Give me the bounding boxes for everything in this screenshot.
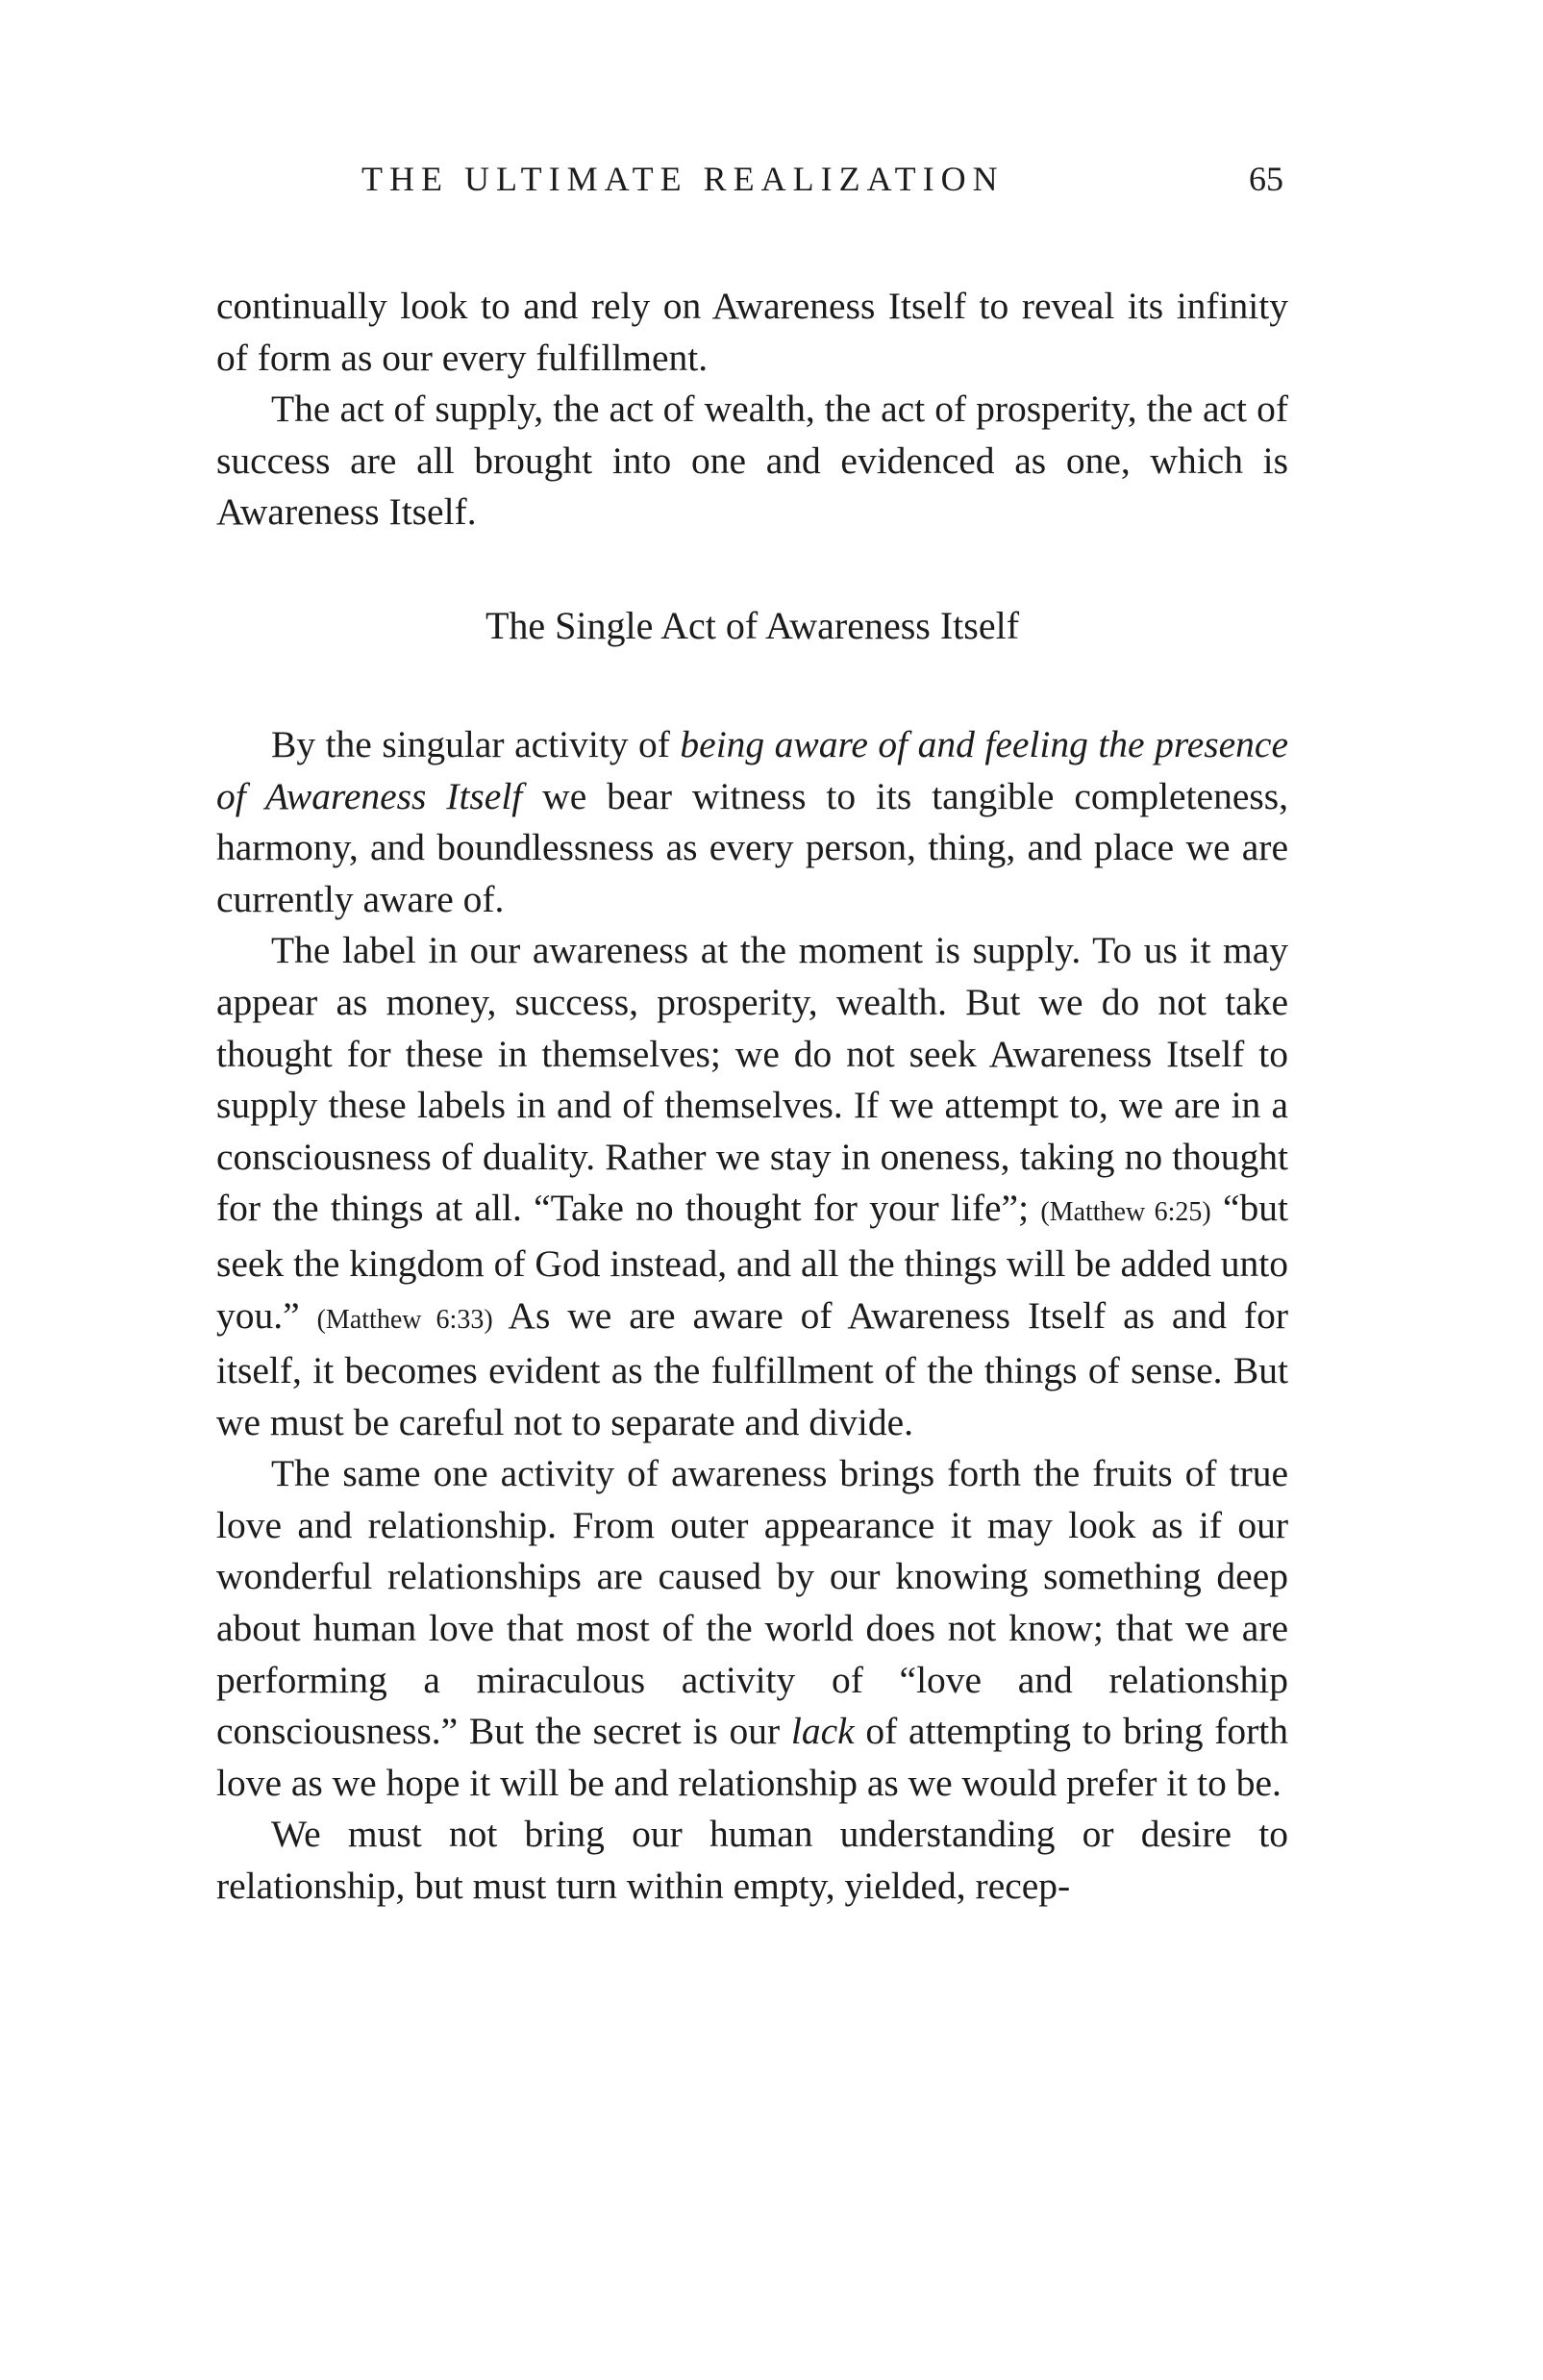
- paragraph-text: By the singular activity of: [271, 722, 681, 765]
- running-header-title: THE ULTIMATE REALIZATION: [361, 160, 1005, 198]
- section-heading: The Single Act of Awareness Itself: [485, 603, 1020, 647]
- paragraph: [216, 1448, 1288, 1809]
- page-number: 65: [1249, 160, 1283, 198]
- paragraph-text: As we are aware of Awareness Itself as and for itself, it becomes evident as the fulfillment of the things of sense. But we must be careful not to separate and divide.: [216, 1293, 1288, 1443]
- scripture-citation: (Matthew 6:33): [316, 1304, 493, 1335]
- paragraph: [216, 384, 1288, 539]
- paragraph: [216, 1809, 1288, 1912]
- paragraph-text: The same one activity of awareness brings forth the fruits of true love and relationship. From outer appearance it may look as if our wonderful relationships are caused by our knowing something deep about human love that most of the world does not know; that we are performing a miraculous activity of “love and relationship consciousness.” But the secret is our: [216, 1452, 1288, 1753]
- body-text: [216, 281, 1288, 1913]
- paragraph: [216, 925, 1288, 1448]
- paragraph-text: “but seek the kingdom of God instead, and all the things will be added unto you.”: [216, 1187, 1289, 1337]
- paragraph-text: The act of supply, the act of wealth, the act of prosperity, the act of success are all brought into one and evidenced as one, which is Awareness Itself.: [216, 388, 1288, 534]
- paragraph-text: We must not bring our human understanding or desire to relationship, but must turn within empty, yielded, recep-: [216, 1813, 1288, 1908]
- paragraph: [216, 719, 1288, 925]
- paragraph-text: of attempting to bring forth love as we hope it will be and relationship as we would prefer it to be.: [216, 1710, 1289, 1804]
- paragraph: [216, 281, 1288, 384]
- italic-emphasis: lack: [790, 1710, 855, 1753]
- paragraph-text: continually look to and rely on Awareness Itself to reveal its infinity of form as our every fulfillment.: [216, 285, 1288, 379]
- paragraph-text: The label in our awareness at the moment is supply. To us it may appear as money, success, prosperity, wealth. But we do not take thought for these in themselves; we do not seek Awareness Itself to supply these labels in and of themselves. If we attempt to, we are in a consciousness of duality. Rather we stay in oneness, taking no thought for the things at all. “Take no thought for your life”;: [216, 929, 1288, 1230]
- scripture-citation: (Matthew 6:25): [1040, 1197, 1211, 1228]
- italic-emphasis: being aware of and feeling the presence of Awareness Itself: [216, 722, 1288, 817]
- paragraph-text: we bear witness to its tangible completeness, harmony, and boundlessness as every person, thing, and place we are currently aware of.: [216, 774, 1288, 920]
